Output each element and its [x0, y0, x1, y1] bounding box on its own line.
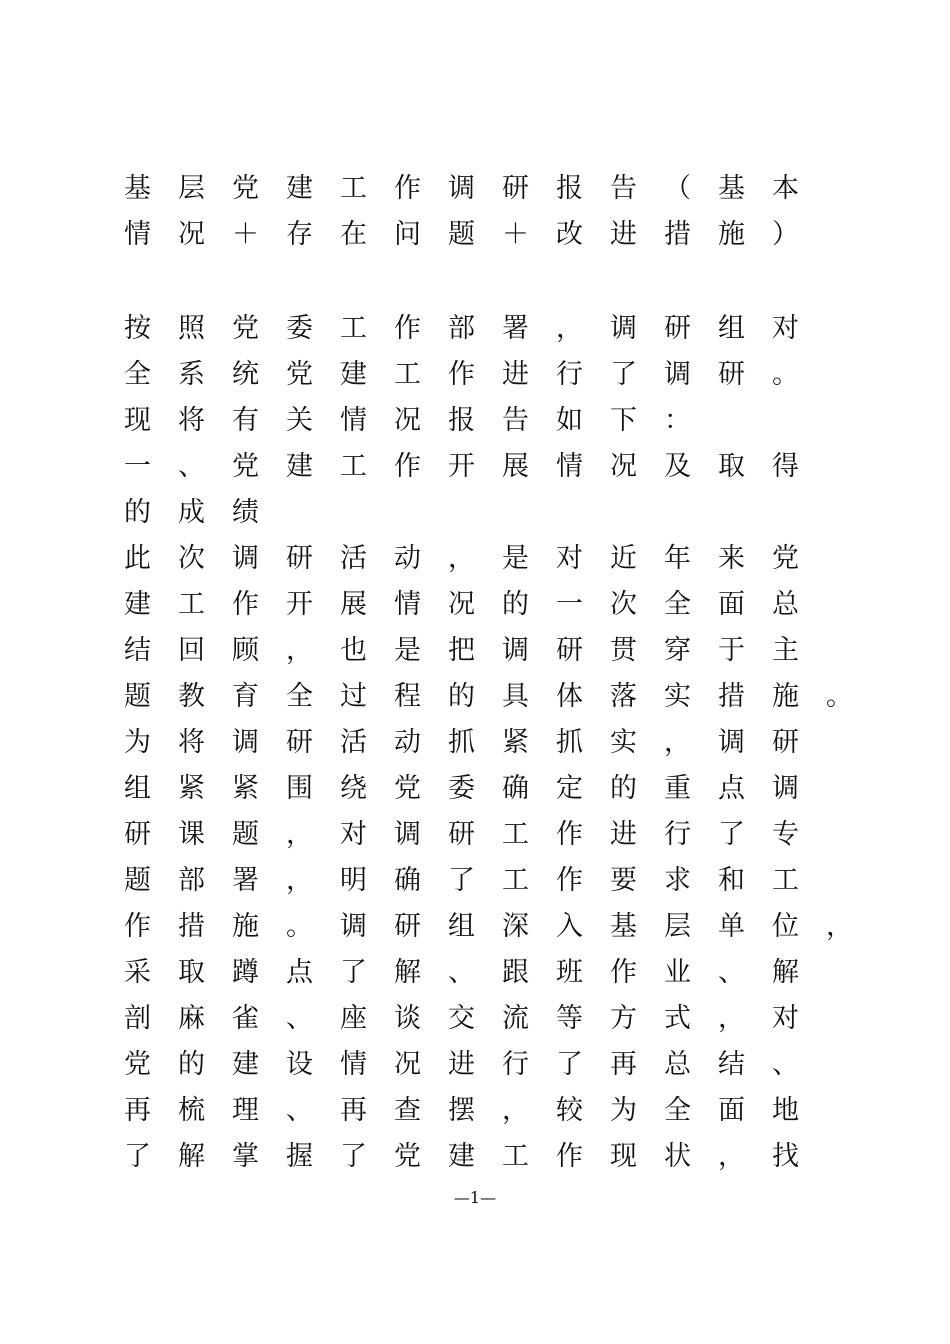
body-line: 了解掌握了党建工作现状，找: [124, 1141, 826, 1172]
body-line: 剖麻雀、座谈交流等方式，对: [124, 1003, 826, 1034]
body-line: 题部署，明确了工作要求和工: [124, 865, 826, 896]
body-line: 组紧紧围绕党委确定的重点调: [124, 773, 826, 804]
body-line: 作措施。调研组深入基层单位，: [124, 911, 880, 942]
body-line: 结回顾，也是把调研贯穿于主: [124, 635, 826, 666]
body-line: 建工作开展情况的一次全面总: [124, 589, 826, 620]
page-number: —1—: [453, 1188, 497, 1207]
title-line: 基层党建工作调研报告（基本: [124, 173, 826, 204]
body-line: 全系统党建工作进行了调研。: [124, 359, 826, 390]
document-title: [124, 166, 844, 258]
body-line: 党的建设情况进行了再总结、: [124, 1049, 826, 1080]
body-line: 为将调研活动抓紧抓实，调研: [124, 727, 826, 758]
section-heading-line: 的成绩: [124, 497, 286, 528]
title-line: 情况＋存在问题＋改进措施）: [124, 219, 826, 250]
body-line: 采取蹲点了解、跟班作业、解: [124, 957, 826, 988]
body-line: 研课题，对调研工作进行了专: [124, 819, 826, 850]
body-line: 此次调研活动，是对近年来党: [124, 543, 826, 574]
document-body: [124, 306, 880, 1180]
body-line: 题教育全过程的具体落实措施。: [124, 681, 880, 712]
body-line: 现将有关情况报告如下：: [124, 405, 718, 436]
body-line: 按照党委工作部署，调研组对: [124, 313, 826, 344]
body-line: 再梳理、再查摆，较为全面地: [124, 1095, 826, 1126]
section-heading-line: 一、党建工作开展情况及取得: [124, 451, 826, 482]
